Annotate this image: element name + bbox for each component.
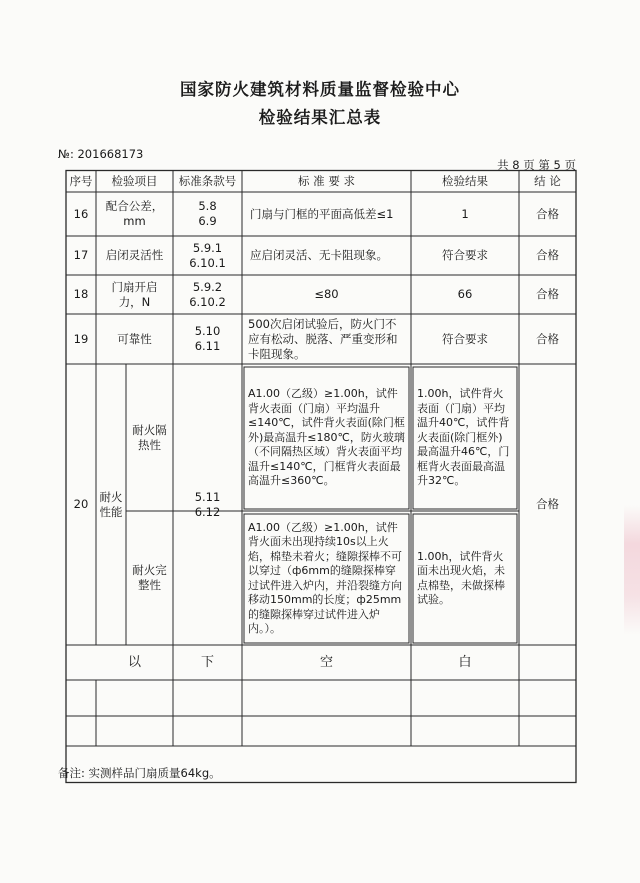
row17-clause: 5.9.1 6.10.1 xyxy=(189,240,226,270)
row19-requirement: 500次启闭试验后，防火门不应有松动、脱落、严重变形和卡阻现象。 xyxy=(248,316,398,361)
row16-result: 1 xyxy=(461,206,469,221)
row19-result: 符合要求 xyxy=(442,331,488,346)
header-clause: 标准条款号 xyxy=(178,174,237,188)
document-title: 国家防火建筑材料质量监督检验中心 xyxy=(180,80,460,99)
row20-sub2-requirement: A1.00（乙级）≥1.00h，试件背火面未出现持续10s以上火焰，棉垫未着火；缝隙探棒不可以穿过（ф6mm的缝隙探棒穿过试件进入炉内，并沿裂缝方向移动150mm的长度；ф25mm的缝隙探棒穿过试件进入炉内。）。 xyxy=(248,520,402,635)
header-requirement: 标 准 要 求 xyxy=(298,174,355,188)
row16-item: 配合公差，mm xyxy=(105,199,164,228)
row16-no: 16 xyxy=(73,206,89,221)
header-no: 序号 xyxy=(69,174,93,188)
document-subtitle: 检验结果汇总表 xyxy=(258,108,382,127)
row20-sub1-result: 1.00h，试件背火表面（门扇）平均温升40℃，试件背火表面(除门框外)最高温升46℃，门框背火表面最高温升32℃。 xyxy=(417,387,510,488)
row18-requirement: ≤80 xyxy=(314,287,339,301)
header-item: 检验项目 xyxy=(111,174,158,188)
row16-conclusion: 合格 xyxy=(536,206,559,221)
blank-row-2: 下 xyxy=(200,655,214,670)
header-result: 检验结果 xyxy=(442,174,488,188)
row20-sub2-result: 1.00h，试件背火面未出现火焰，未点棉垫，未做探棒试验。 xyxy=(417,549,505,606)
row16-requirement: 门扇与门框的平面高低差≤1 xyxy=(250,206,394,221)
row20-sub1-name: 耐火隔热性 xyxy=(132,422,167,452)
document-number: №: 201668173 xyxy=(58,147,144,161)
blank-row-3: 空 xyxy=(319,655,333,670)
row17-no: 17 xyxy=(73,248,89,262)
row18-conclusion: 合格 xyxy=(536,287,559,301)
row20-no: 20 xyxy=(73,497,89,511)
row19-conclusion: 合格 xyxy=(536,331,559,346)
stamp-edge xyxy=(624,505,640,635)
row20-sub1-requirement: A1.00（乙级）≥1.00h，试件背火表面（门扇）平均温升≤140℃，试件背火表面(除门框外)最高温升≤180℃，防火玻璃（不同隔热区域）背火表面平均温升≤140℃，门框背火表面最高温升≤360℃。 xyxy=(248,387,405,488)
row16-clause: 5.8 6.9 xyxy=(198,199,217,228)
row17-result: 符合要求 xyxy=(442,248,488,262)
row19-clause: 5.10 6.11 xyxy=(194,324,221,353)
row19-item: 可靠性 xyxy=(117,331,152,346)
row18-item: 门扇开启力，N xyxy=(111,279,158,309)
blank-row-1: 以 xyxy=(127,655,141,670)
remark-note: 备注: 实测样品门扇质量64kg。 xyxy=(58,766,221,780)
blank-row-4: 白 xyxy=(458,655,472,670)
row17-conclusion: 合格 xyxy=(536,248,559,262)
row18-no: 18 xyxy=(73,287,89,301)
row20-sub2-name: 耐火完整性 xyxy=(132,563,167,592)
row17-item: 启闭灵活性 xyxy=(105,248,164,262)
row18-result: 66 xyxy=(457,287,473,301)
header-conclusion: 结 论 xyxy=(534,174,561,188)
page-info: 共 8 页 第 5 页 xyxy=(497,158,576,172)
row17-requirement: 应启闭灵活、无卡阻现象。 xyxy=(250,248,388,262)
row20-conclusion: 合格 xyxy=(536,497,559,511)
row18-clause: 5.9.2 6.10.2 xyxy=(189,279,226,309)
row20-item: 耐火性能 xyxy=(99,489,123,519)
row19-no: 19 xyxy=(73,331,89,346)
row20-clause: 5.11 6.12 xyxy=(194,489,221,519)
